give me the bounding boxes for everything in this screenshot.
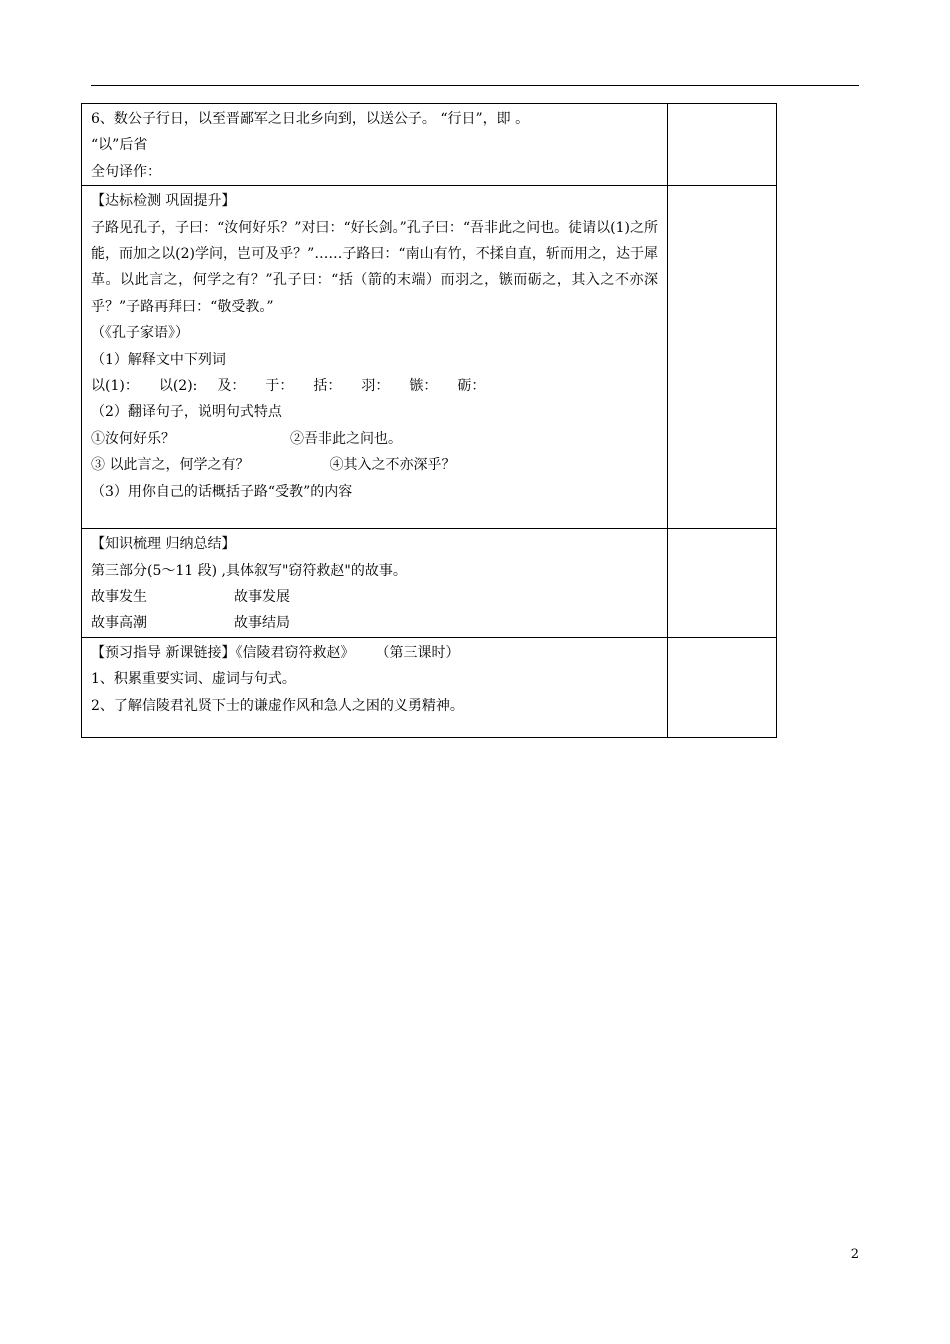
sentence-3: ③ 以此言之，何学之有？ [91,457,250,474]
notes-column-cell [668,637,777,737]
summary-part-three: 第三部分(5～11 段) ,具体叙写"窃符救赵"的故事。 [91,562,407,579]
sentence-1: ①汝何好乐？ [91,430,175,447]
section-2-cell [82,186,668,529]
preview-heading-line [91,640,658,666]
word-item: 以(2): [158,378,198,395]
word-list [91,373,658,399]
sentence-row-2 [91,452,658,478]
header-rule [91,85,859,86]
question-3: （3）用你自己的话概括子路“受教”的内容 [91,483,353,500]
question-2: （2）翻译句子，说明句式特点 [91,404,282,421]
notes-column-cell [668,529,777,638]
story-stages-row-1 [91,584,658,610]
story-stage-climax: 故事高潮 [91,615,147,632]
section-heading-preview: 【预习指导 新课链接】 [91,644,236,661]
section-3-cell [82,529,668,638]
word-item: 及： [217,378,246,395]
question-1: （1）解释文中下列词 [91,351,226,368]
word-item: 以(1)： [91,378,139,395]
word-item: 砺： [457,378,486,395]
sentence-4: ④其入之不亦深乎？ [329,457,456,474]
section-4-cell [82,637,668,737]
question-6: 6、数公子行日，以至晋鄙军之日北乡向到，以送公子。 “行日”，即 。 [91,111,530,127]
story-stage-beginning: 故事发生 [91,589,147,606]
passage-source: （《孔子家语》） [91,325,189,342]
preview-item-1: 1、积累重要实词、虚词与句式。 [91,671,296,688]
story-stage-ending: 故事结局 [234,615,290,632]
row-section-2 [82,186,777,529]
worksheet-table [81,103,777,738]
notes-column-cell [668,186,777,529]
story-stages-row-2 [91,610,658,636]
lesson-number: （第三课时） [382,644,460,661]
word-item: 羽： [361,378,390,395]
question-6-note: “以”后省 [91,137,148,154]
lesson-title: 《信陵君窃符救赵》 [235,644,355,661]
row-section-4 [82,637,777,737]
question-6-translation: 全句译作： [91,163,161,180]
word-item: 于： [265,378,294,395]
row-section-3 [82,529,777,638]
row-section-1 [82,104,777,186]
preview-item-2: 2、了解信陵君礼贤下士的谦虚作风和急人之困的义勇精神。 [91,697,464,714]
classical-passage: 子路见孔子，子曰：“汝何好乐？”对曰：“好长剑。”孔子曰：“吾非此之问也。徒请以(1)之所能，而加之以(2)学问，岂可及乎？”……子路曰：“南山有竹，不揉自直，斩而用之，达于犀革。以此言之，何学之有？”孔子曰：“括（箭的末端）而羽之，镞而砺之，其入之不亦深乎？”子路再拜曰：“敬受教。” [91,219,658,315]
section-1-cell [82,104,668,186]
word-item: 括： [313,378,342,395]
word-item: 镞： [409,378,438,395]
story-stage-development: 故事发展 [234,589,290,606]
section-heading-assessment: 【达标检测 巩固提升】 [91,193,236,210]
page-number: 2 [850,1247,859,1262]
notes-column-cell [668,104,777,186]
section-heading-summary: 【知识梳理 归纳总结】 [91,536,236,553]
sentence-row-1 [91,426,658,452]
sentence-2: ②吾非此之问也。 [290,430,402,447]
